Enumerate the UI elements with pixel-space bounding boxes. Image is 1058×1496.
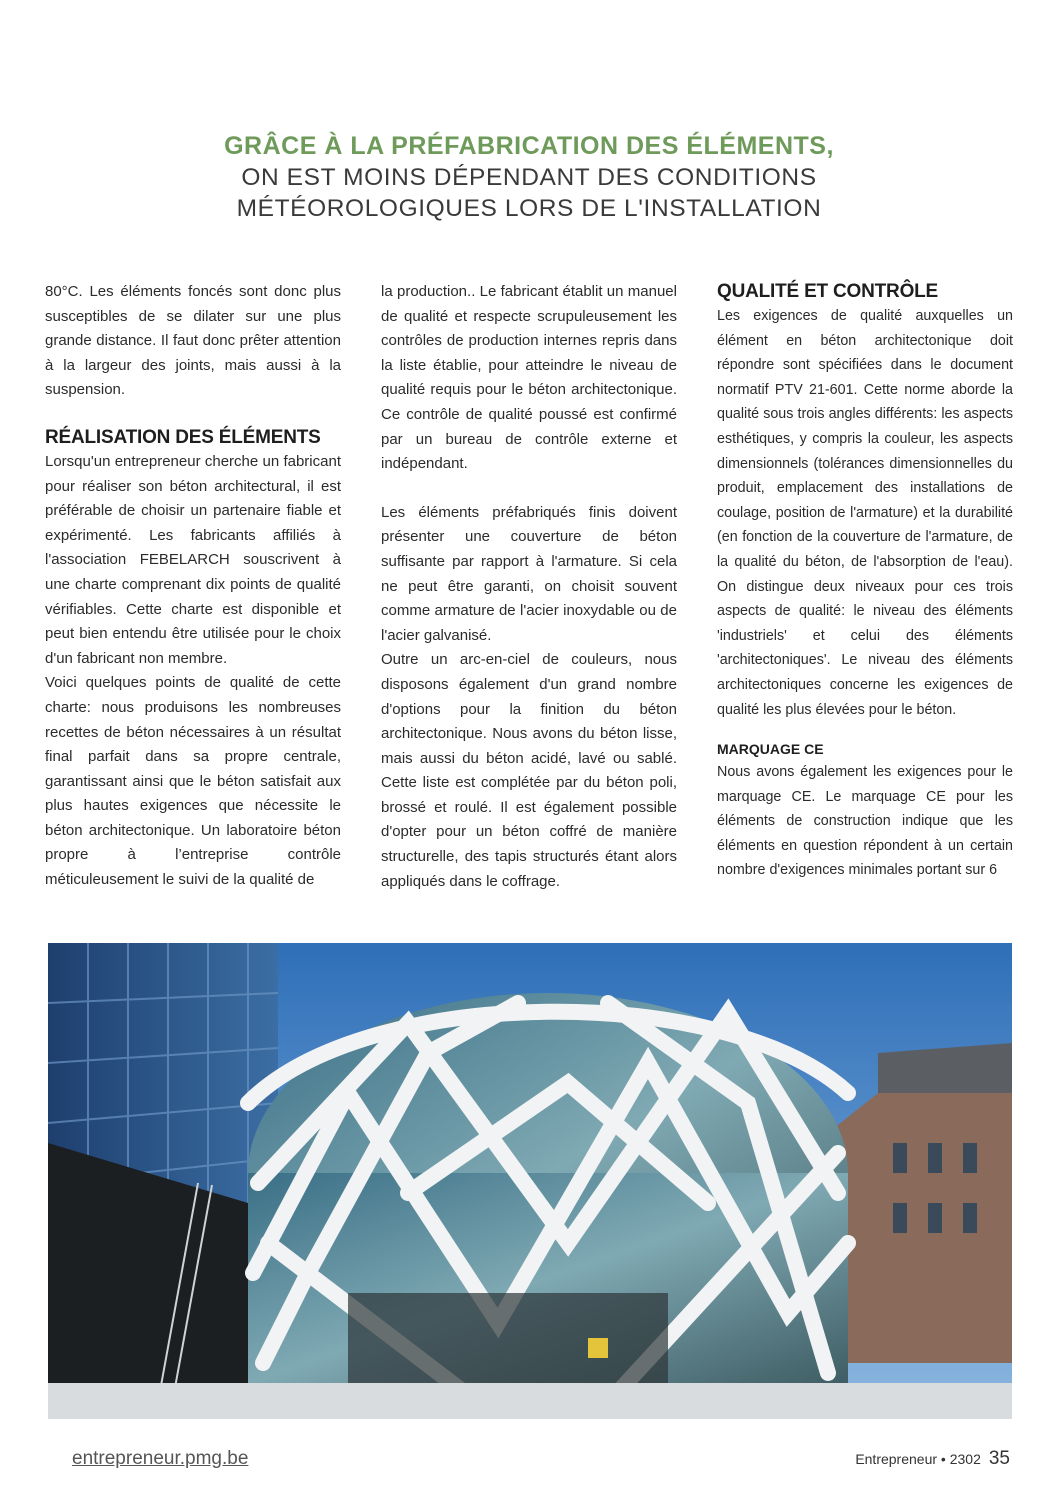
text-column-2 bbox=[381, 280, 677, 894]
paragraph: Outre un arc-en-ciel de couleurs, nous disposons également d'un grand nombre d'options pour la finition du béton architectonique. Nous avons du béton lisse, mais aussi du béton acidé, lavé ou sablé. Cette liste est complétée par du béton poli, brossé et roulé. Il est également possible d'opter pour un béton coffré de manière structurelle, des tapis structurés étant alors appliqués dans le coffrage. bbox=[381, 651, 677, 890]
pull-quote-line-3: MÉTÉOROLOGIQUES LORS DE L'INSTALLATION bbox=[236, 195, 822, 222]
paragraph: Voici quelques points de qualité de cette charte: nous produisons les nombreuses recettes de béton nécessaires à un résultat final parfait dans sa propre centrale, garantissant ainsi que le béton satisfait aux plus hautes exigences que nécessite le béton architectonique. Un laboratoire béton propre à l’entreprise contrôle méticuleusement le suivi de la qualité de bbox=[45, 674, 341, 889]
footer-website-link[interactable]: entrepreneur.pmg.be bbox=[72, 1448, 249, 1469]
paragraph: la production.. Le fabricant établit un manuel de qualité et respecte scrupuleusement les contrôles de production internes repris dans la liste établie, pour atteindre le niveau de qualité requis pour le béton architectonique. Ce contrôle de qualité poussé est confirmé par un bureau de contrôle externe et indépendant. bbox=[381, 283, 677, 473]
pull-quote-line-1: GRÂCE À LA PRÉFABRICATION DES ÉLÉMENTS, bbox=[224, 132, 834, 160]
page-number: 35 bbox=[988, 1448, 1010, 1469]
paragraph: Les exigences de qualité auxquelles un élément en béton architectonique doit répondre sont spécifiées dans le document normatif PTV 21-601. Cette norme aborde la qualité sous trois angles différents: les aspects esthétiques, y compris la couleur, les aspects dimensionnels (tolérances dimensionnelles du produit, emplacement des installations de coulage, position de l'armature) et la durabilité (en fonction de la couverture de l'armature, de la qualité du béton, de l'absorption de l'eau). On distingue deux niveaux pour ces trois aspects de qualité: le niveau des éléments 'industriels' et celui des éléments 'architectoniques'. Le niveau des éléments architectoniques concerne les exigences de qualité les plus élevées pour le béton. bbox=[717, 308, 1013, 718]
heading-realisation: RÉALISATION DES ÉLÉMENTS bbox=[45, 426, 321, 448]
footer-issue-info bbox=[855, 1448, 1010, 1470]
pull-quote bbox=[0, 130, 1058, 224]
text-column-1 bbox=[45, 280, 341, 893]
heading-qualite: QUALITÉ ET CONTRÔLE bbox=[717, 281, 939, 302]
paragraph: 80°C. Les éléments foncés sont donc plus susceptibles de se dilater sur une plus grande distance. Il faut donc prêter attention à la largeur des joints, mais aussi à la suspension. bbox=[45, 283, 341, 399]
paragraph: Lorsqu'un entrepreneur cherche un fabricant pour réaliser son béton architectural, il est préférable de choisir un partenaire fiable et expérimenté. Les fabricants affiliés à l'association FEBELARCH souscrivent à une charte comprenant dix points de qualité vérifiables. Cette charte est disponible et peut bien entendu être utilisée pour le choix d'un fabricant non membre. bbox=[45, 452, 341, 667]
pull-quote-line-2: ON EST MOINS DÉPENDANT DES CONDITIONS bbox=[241, 164, 817, 191]
text-column-3 bbox=[717, 280, 1013, 883]
issue-label: Entrepreneur • 2302 bbox=[855, 1451, 981, 1467]
heading-marquage: MARQUAGE CE bbox=[717, 741, 824, 758]
paragraph: Les éléments préfabriqués finis doivent présenter une couverture de béton suffisante par rapport à l'armature. Si cela ne peut être garanti, on choisit souvent comme armature de l'acier inoxydable ou de l'acier galvanisé. bbox=[381, 503, 677, 644]
paragraph: Nous avons également les exigences pour le marquage CE. Le marquage CE pour les éléments de construction indique que les éléments en question répondent à un certain nombre d'exigences minimales portant sur 6 bbox=[717, 764, 1013, 879]
building-photo bbox=[48, 943, 1012, 1419]
